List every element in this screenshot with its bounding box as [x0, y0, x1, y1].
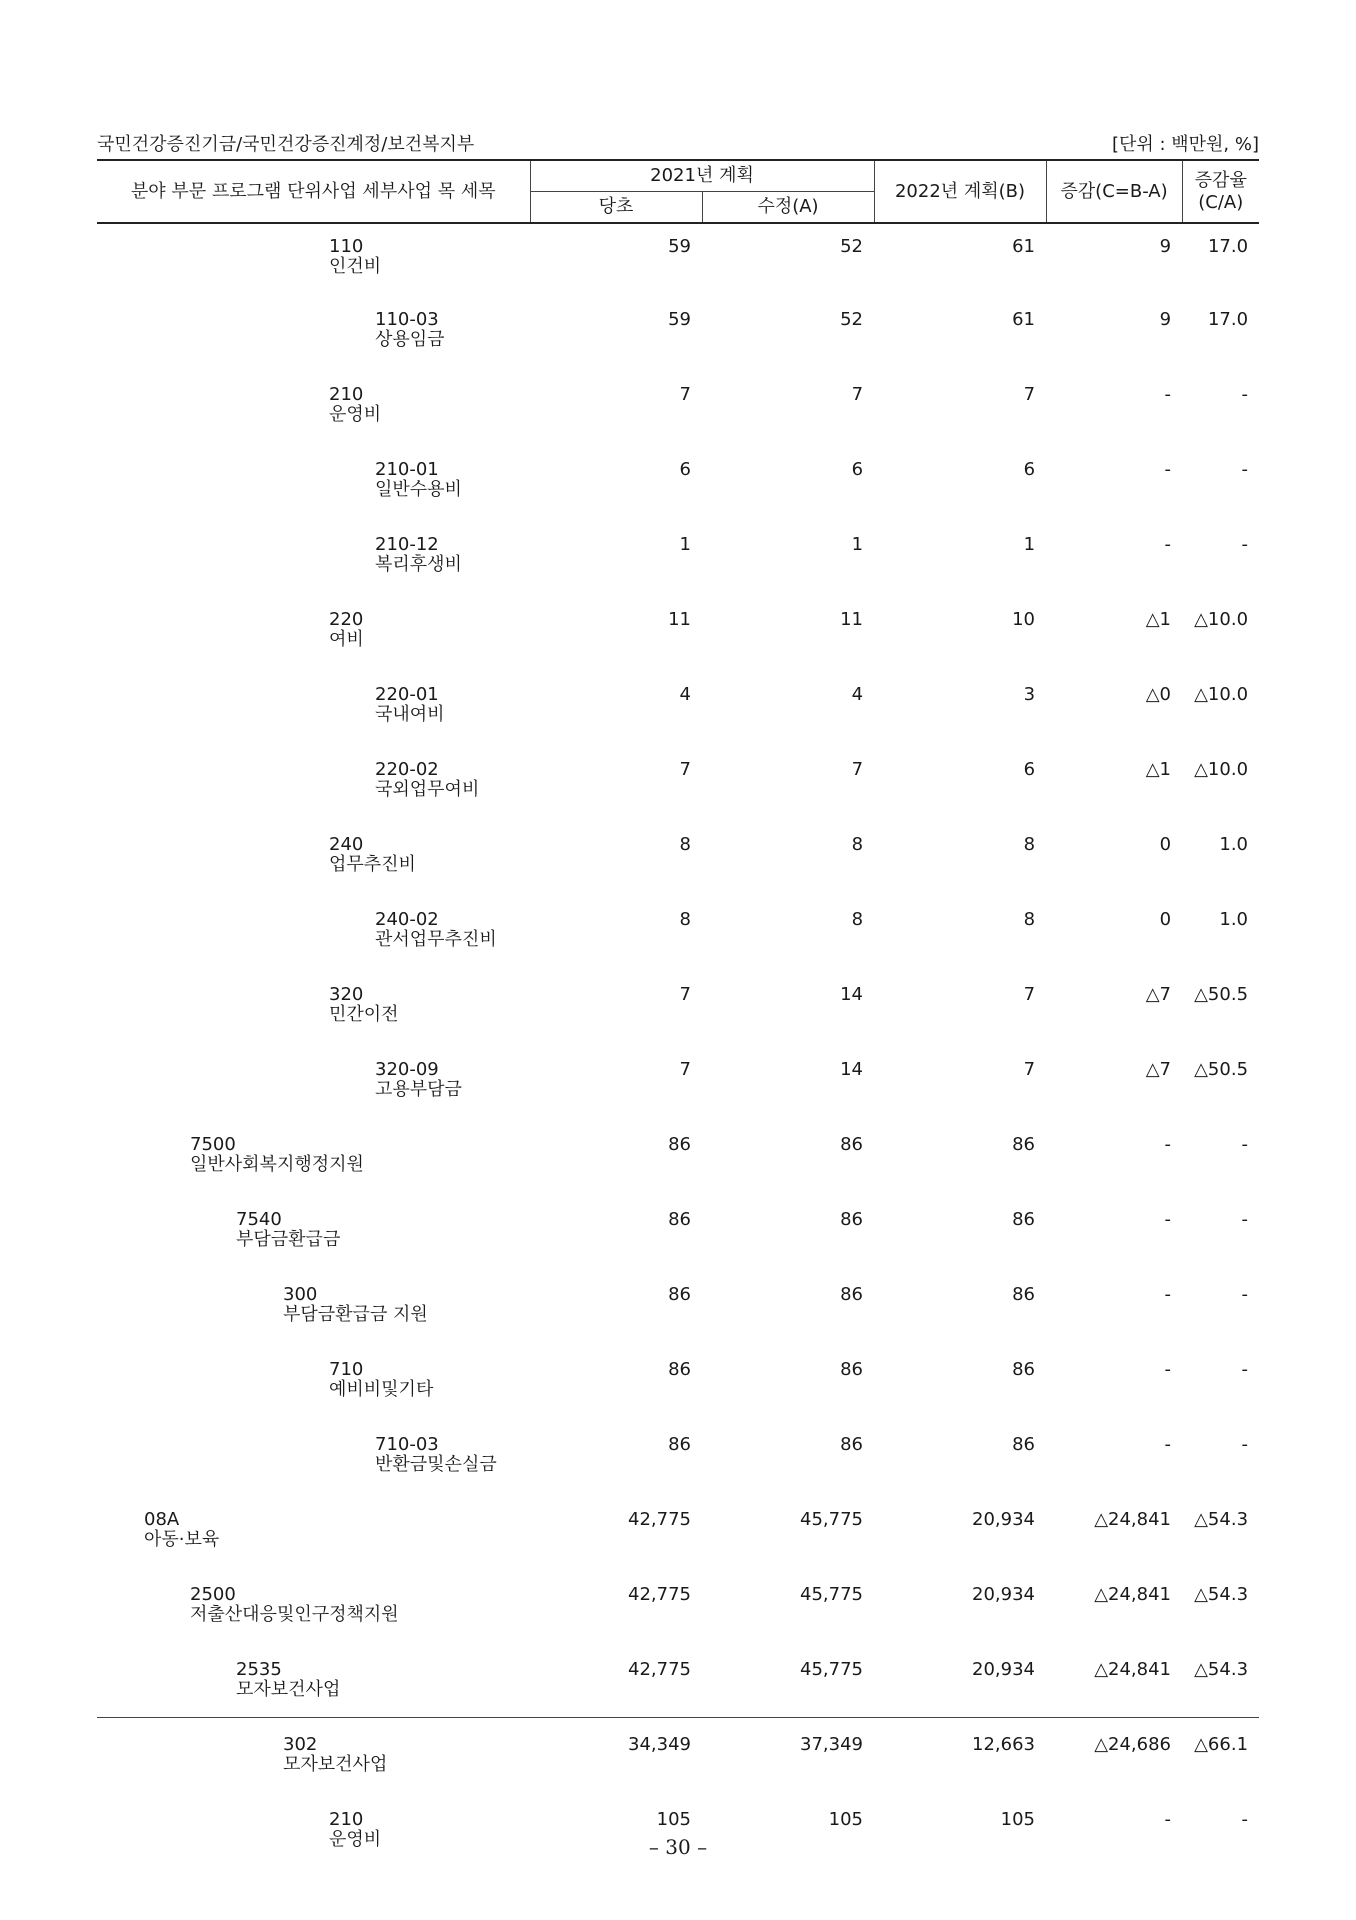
change-cell: 0 [1159, 834, 1172, 855]
revised-cell: 105 [828, 1809, 864, 1830]
initial-cell: 7 [679, 1059, 691, 1080]
change-cell: △7 [1145, 984, 1172, 1005]
revised-cell: 7 [851, 759, 864, 780]
initial-cell: 86 [668, 1359, 691, 1380]
rate-header [1182, 160, 1259, 223]
budget-table [97, 159, 1259, 1875]
rate-cell: 1.0 [1219, 909, 1249, 930]
item-code: 210 [329, 1809, 364, 1830]
classification-cell [97, 1125, 530, 1200]
table-row [97, 1500, 1259, 1575]
rate-cell: △54.3 [1194, 1509, 1249, 1530]
item-name: 부담금환급금 지원 [283, 1304, 428, 1325]
rate-cell: - [1241, 1434, 1249, 1455]
item-code: 210-01 [375, 459, 439, 480]
table-header [97, 160, 1259, 223]
plan-cell: 6 [1023, 759, 1036, 780]
revised-cell: 86 [840, 1284, 864, 1305]
initial-cell: 86 [668, 1134, 691, 1155]
change-header: 증감(C=B-A) [1046, 160, 1182, 223]
item-code: 300 [283, 1284, 318, 1305]
classification-cell [97, 975, 530, 1050]
classification-cell [97, 1275, 530, 1350]
item-name: 관서업무추진비 [375, 929, 497, 950]
plan-cell: 12,663 [972, 1734, 1036, 1755]
rate-cell: - [1241, 1209, 1249, 1230]
revised-cell: 4 [851, 684, 864, 705]
item-code: 2500 [190, 1584, 236, 1605]
revised-cell: 86 [840, 1134, 864, 1155]
item-name: 민간이전 [329, 1004, 399, 1025]
initial-cell: 42,775 [628, 1509, 691, 1530]
item-name: 모자보건사업 [283, 1754, 388, 1775]
classification-cell [97, 750, 530, 825]
table-row [97, 675, 1259, 750]
change-cell: - [1164, 384, 1172, 405]
item-code: 320-09 [375, 1059, 439, 1080]
item-name: 여비 [329, 629, 364, 650]
change-cell: 9 [1159, 236, 1172, 257]
revised-cell: 45,775 [800, 1584, 864, 1605]
initial-cell: 7 [679, 759, 691, 780]
change-cell: △24,841 [1094, 1584, 1172, 1605]
item-name: 운영비 [329, 1829, 382, 1850]
item-name: 인건비 [329, 256, 382, 277]
table-row [97, 825, 1259, 900]
table-row [97, 1125, 1259, 1200]
initial-cell: 86 [668, 1434, 691, 1455]
change-cell: △24,841 [1094, 1509, 1172, 1530]
initial-cell: 4 [679, 684, 691, 705]
change-cell: - [1164, 1809, 1172, 1830]
rate-cell: 17.0 [1207, 236, 1249, 257]
table-row [97, 525, 1259, 600]
item-code: 7500 [190, 1134, 236, 1155]
initial-cell: 7 [679, 984, 691, 1005]
table-row [97, 300, 1259, 375]
plan-cell: 7 [1023, 1059, 1036, 1080]
change-cell: 0 [1159, 909, 1172, 930]
change-cell: - [1164, 1284, 1172, 1305]
item-name: 부담금환급금 [236, 1229, 341, 1250]
initial-cell: 34,349 [628, 1734, 691, 1755]
item-code: 2535 [236, 1659, 282, 1680]
plan-cell: 86 [1012, 1209, 1036, 1230]
plan-cell: 8 [1023, 834, 1036, 855]
change-cell: △7 [1145, 1059, 1172, 1080]
rate-cell: - [1241, 534, 1249, 555]
change-cell: 9 [1159, 309, 1172, 330]
initial-header: 당초 [530, 192, 702, 224]
table-row [97, 1575, 1259, 1650]
initial-cell: 42,775 [628, 1659, 691, 1680]
table-row [97, 1425, 1259, 1500]
revised-cell: 14 [840, 984, 864, 1005]
plan-cell: 6 [1023, 459, 1036, 480]
item-code: 110-03 [375, 309, 439, 330]
revised-cell: 8 [851, 909, 864, 930]
classification-cell [97, 1350, 530, 1425]
plan-cell: 20,934 [972, 1659, 1036, 1680]
rate-cell: - [1241, 1809, 1249, 1830]
initial-cell: 1 [679, 534, 691, 555]
item-code: 710 [329, 1359, 364, 1380]
classification-cell [97, 300, 530, 375]
plan-2022-header: 2022년 계획(B) [874, 160, 1046, 223]
item-code: 210-12 [375, 534, 439, 555]
item-name: 복리후생비 [375, 554, 462, 575]
plan-2021-header: 2021년 계획 [530, 160, 874, 192]
item-name: 국외업무여비 [375, 779, 480, 800]
classification-cell [97, 1650, 530, 1725]
rate-cell: △54.3 [1194, 1659, 1249, 1680]
classification-cell [97, 900, 530, 975]
classification-cell [97, 825, 530, 900]
classification-cell [97, 450, 530, 525]
rate-header-line1: 증감율 [1194, 169, 1247, 191]
table-row [97, 450, 1259, 525]
rate-cell: - [1241, 1359, 1249, 1380]
classification-cell [97, 1425, 530, 1500]
table-row [97, 900, 1259, 975]
item-code: 302 [283, 1734, 318, 1755]
item-code: 710-03 [375, 1434, 439, 1455]
plan-cell: 86 [1012, 1284, 1036, 1305]
classification-cell [97, 1725, 530, 1800]
item-code: 220-02 [375, 759, 439, 780]
rate-cell: △10.0 [1194, 609, 1249, 630]
item-code: 240 [329, 834, 364, 855]
change-cell: - [1164, 459, 1172, 480]
revised-cell: 45,775 [800, 1659, 864, 1680]
page-number: – 30 – [648, 1835, 708, 1859]
table-row [97, 1050, 1259, 1125]
initial-cell: 86 [668, 1209, 691, 1230]
rate-cell: △54.3 [1194, 1584, 1249, 1605]
revised-cell: 52 [840, 309, 864, 330]
rate-cell: - [1241, 384, 1249, 405]
rate-header-line2: (C/A) [1198, 191, 1244, 213]
item-name: 반환금및손실금 [375, 1454, 497, 1475]
item-name: 일반수용비 [375, 479, 462, 500]
item-code: 240-02 [375, 909, 439, 930]
plan-cell: 7 [1023, 384, 1036, 405]
rate-cell: 1.0 [1219, 834, 1249, 855]
classification-cell [97, 223, 530, 300]
revised-cell: 8 [851, 834, 864, 855]
plan-cell: 61 [1012, 309, 1036, 330]
classification-header: 분야 부문 프로그램 단위사업 세부사업 목 세목 [97, 160, 530, 223]
change-cell: - [1164, 1209, 1172, 1230]
item-code: 220 [329, 609, 364, 630]
plan-cell: 20,934 [972, 1509, 1036, 1530]
rate-cell: - [1241, 1134, 1249, 1155]
plan-cell: 3 [1023, 684, 1036, 705]
table-body [97, 223, 1259, 1875]
item-name: 일반사회복지행정지원 [190, 1154, 364, 1175]
revised-cell: 6 [851, 459, 864, 480]
initial-cell: 42,775 [628, 1584, 691, 1605]
classification-cell [97, 1050, 530, 1125]
item-code: 110 [329, 236, 364, 257]
rate-cell: △10.0 [1194, 684, 1249, 705]
item-code: 210 [329, 384, 364, 405]
table-row [97, 375, 1259, 450]
rate-cell: △10.0 [1194, 759, 1249, 780]
plan-cell: 86 [1012, 1134, 1036, 1155]
classification-cell [97, 675, 530, 750]
item-code: 08A [144, 1509, 180, 1530]
revised-cell: 7 [851, 384, 864, 405]
initial-cell: 8 [679, 834, 691, 855]
classification-cell [97, 1500, 530, 1575]
revised-cell: 14 [840, 1059, 864, 1080]
item-code: 7540 [236, 1209, 282, 1230]
change-cell: △1 [1145, 759, 1172, 780]
item-code: 320 [329, 984, 364, 1005]
table-row [97, 223, 1259, 300]
initial-cell: 6 [679, 459, 691, 480]
item-name: 모자보건사업 [236, 1679, 341, 1700]
unit-label: [단위 : 백만원, %] [1111, 134, 1259, 155]
change-cell: - [1164, 1134, 1172, 1155]
revised-cell: 11 [840, 609, 864, 630]
revised-cell: 45,775 [800, 1509, 864, 1530]
bottom-rule [97, 1717, 1259, 1718]
rate-cell: △50.5 [1194, 984, 1249, 1005]
initial-cell: 7 [679, 384, 691, 405]
change-cell: - [1164, 534, 1172, 555]
classification-cell [97, 525, 530, 600]
table-row [97, 1650, 1259, 1725]
item-name: 업무추진비 [329, 854, 416, 875]
revised-cell: 1 [851, 534, 864, 555]
initial-cell: 86 [668, 1284, 691, 1305]
classification-cell [97, 1200, 530, 1275]
change-cell: - [1164, 1359, 1172, 1380]
plan-cell: 10 [1012, 609, 1036, 630]
change-cell: - [1164, 1434, 1172, 1455]
plan-cell: 1 [1023, 534, 1036, 555]
item-name: 예비비및기타 [329, 1379, 434, 1400]
table-row [97, 1350, 1259, 1425]
revised-cell: 37,349 [800, 1734, 864, 1755]
change-cell: △0 [1145, 684, 1172, 705]
plan-cell: 7 [1023, 984, 1036, 1005]
initial-cell: 11 [668, 609, 691, 630]
item-name: 아동·보육 [144, 1529, 220, 1550]
table-row [97, 750, 1259, 825]
initial-cell: 8 [679, 909, 691, 930]
initial-cell: 59 [668, 309, 691, 330]
plan-cell: 20,934 [972, 1584, 1036, 1605]
table-row [97, 600, 1259, 675]
revised-cell: 86 [840, 1209, 864, 1230]
plan-cell: 61 [1012, 236, 1036, 257]
rate-cell: - [1241, 1284, 1249, 1305]
item-name: 저출산대응및인구정책지원 [190, 1604, 399, 1625]
change-cell: △24,686 [1094, 1734, 1172, 1755]
revised-cell: 86 [840, 1434, 864, 1455]
classification-cell [97, 375, 530, 450]
classification-cell [97, 1575, 530, 1650]
plan-cell: 86 [1012, 1359, 1036, 1380]
plan-cell: 105 [1000, 1809, 1036, 1830]
item-name: 국내여비 [375, 704, 445, 725]
change-cell: △24,841 [1094, 1659, 1172, 1680]
item-code: 220-01 [375, 684, 439, 705]
item-name: 운영비 [329, 404, 382, 425]
rate-cell: - [1241, 459, 1249, 480]
rate-cell: 17.0 [1207, 309, 1249, 330]
initial-cell: 59 [668, 236, 691, 257]
item-name: 고용부담금 [375, 1079, 462, 1100]
rate-cell: △50.5 [1194, 1059, 1249, 1080]
classification-cell [97, 600, 530, 675]
revised-header: 수정(A) [702, 192, 874, 224]
item-name: 상용임금 [375, 329, 445, 350]
initial-cell: 105 [656, 1809, 691, 1830]
document-header-title: 국민건강증진기금/국민건강증진계정/보건복지부 [97, 134, 475, 155]
rate-cell: △66.1 [1194, 1734, 1249, 1755]
change-cell: △1 [1145, 609, 1172, 630]
revised-cell: 86 [840, 1359, 864, 1380]
plan-cell: 86 [1012, 1434, 1036, 1455]
table-row [97, 1275, 1259, 1350]
table-row [97, 1200, 1259, 1275]
table-row [97, 1725, 1259, 1800]
revised-cell: 52 [840, 236, 864, 257]
plan-cell: 8 [1023, 909, 1036, 930]
table-row [97, 975, 1259, 1050]
